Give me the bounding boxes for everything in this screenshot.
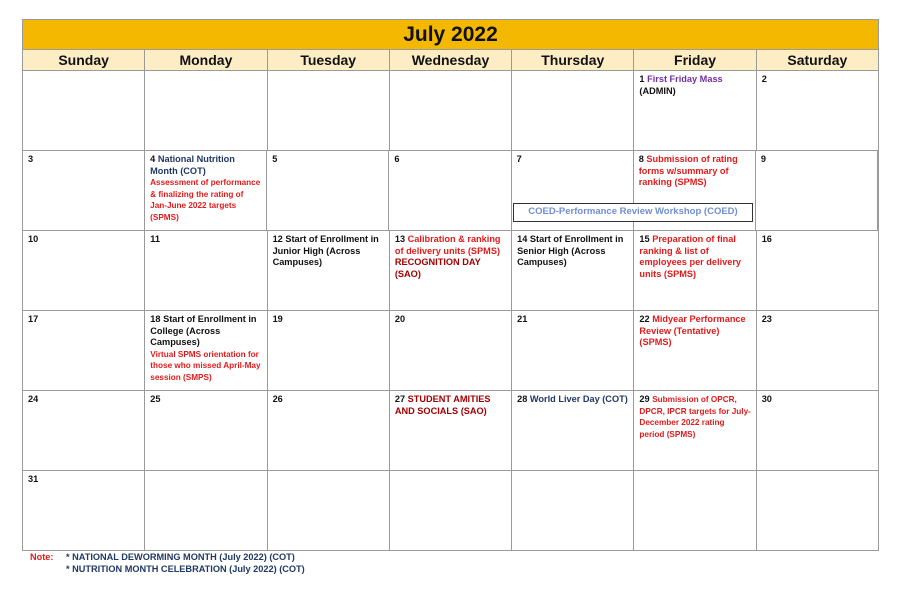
day-cell-1[interactable]	[634, 71, 756, 150]
calendar-grid	[23, 71, 878, 550]
day-cell-11[interactable]	[145, 231, 267, 310]
day-number: 22	[639, 314, 650, 324]
day-number: 17	[28, 314, 39, 324]
day-number: 24	[28, 394, 39, 404]
day-cell-14[interactable]	[512, 231, 634, 310]
day-cell-empty[interactable]	[145, 71, 267, 150]
note-line-2: * NUTRITION MONTH CELEBRATION (July 2022) (COT)	[66, 564, 305, 574]
week-row	[23, 231, 878, 311]
day-cell-20[interactable]	[390, 311, 512, 390]
day-number: 13	[394, 234, 406, 244]
day-number: 16	[761, 234, 772, 244]
dow-thursday: Thursday	[512, 50, 634, 70]
event-text: (ADMIN)	[639, 85, 676, 96]
event-text: Assessment of performance & finalizing the rating of Jan-June 2022 targets (SPMS)	[150, 178, 261, 222]
day-cell-30[interactable]	[757, 391, 878, 470]
day-number: 21	[517, 314, 528, 324]
day-cell-empty[interactable]	[512, 471, 634, 550]
day-cell-27[interactable]	[390, 391, 512, 470]
event-text: World Liver Day (COT)	[529, 394, 628, 404]
day-cell-23[interactable]	[757, 311, 878, 390]
workshop-banner[interactable]: COED-Performance Review Workshop (COED)	[513, 203, 753, 222]
event-text: Preparation of final ranking & list of employees per delivery units (SPMS)	[639, 234, 742, 279]
day-cell-empty[interactable]	[390, 471, 512, 550]
day-cell-22[interactable]	[634, 311, 756, 390]
day-cell-9[interactable]	[756, 151, 878, 230]
day-number: 5	[272, 154, 278, 164]
day-cell-17[interactable]	[23, 311, 145, 390]
week-row	[23, 391, 878, 471]
week-row	[23, 151, 878, 231]
note-line-1: * NATIONAL DEWORMING MONTH (July 2022) (COT)	[66, 552, 295, 562]
calendar-title: July 2022	[23, 20, 878, 50]
day-number: 8	[638, 154, 644, 164]
day-number: 23	[761, 314, 772, 324]
day-number: 4	[150, 154, 156, 164]
day-number: 7	[516, 154, 522, 164]
day-cell-2[interactable]	[757, 71, 878, 150]
day-number: 20	[394, 314, 406, 324]
day-number: 30	[761, 394, 772, 404]
event-text: Start of Enrollment in Junior High (Across Campuses)	[272, 234, 379, 267]
day-cell-13[interactable]	[390, 231, 512, 310]
event-text: First Friday Mass	[647, 74, 723, 84]
day-number: 10	[28, 234, 39, 244]
day-number: 6	[394, 154, 400, 164]
day-cell-6[interactable]	[389, 151, 511, 230]
day-number: 1	[639, 74, 645, 84]
day-cell-24[interactable]	[23, 391, 145, 470]
day-cell-4[interactable]	[145, 151, 267, 230]
day-cell-empty[interactable]	[757, 471, 878, 550]
day-cell-18[interactable]	[145, 311, 267, 390]
day-number: 15	[639, 234, 650, 244]
day-number: 3	[28, 154, 34, 164]
note-label: Note:	[30, 552, 54, 562]
day-cell-12[interactable]	[268, 231, 390, 310]
dow-sunday: Sunday	[23, 50, 145, 70]
day-cell-19[interactable]	[268, 311, 390, 390]
event-text: Virtual SPMS orientation for those who missed April-May session (SMPS)	[150, 349, 261, 382]
day-cell-empty[interactable]	[145, 471, 267, 550]
event-text: Start of Enrollment in College (Across Campuses)	[150, 314, 257, 347]
calendar	[22, 19, 879, 551]
day-cell-empty[interactable]	[634, 471, 756, 550]
day-number: 27	[394, 394, 406, 404]
day-cell-empty[interactable]	[268, 71, 390, 150]
event-text: RECOGNITION DAY (SAO)	[394, 257, 481, 279]
days-of-week-header	[23, 50, 878, 71]
day-number: 29	[639, 394, 650, 404]
event-text: Submission of OPCR, DPCR, IPCR targets for July-December 2022 rating period (SPMS)	[639, 395, 751, 439]
dow-monday: Monday	[145, 50, 267, 70]
day-number: 18	[150, 314, 161, 324]
week-row	[23, 471, 878, 550]
dow-saturday: Saturday	[787, 52, 848, 68]
day-cell-31[interactable]	[23, 471, 145, 550]
event-text: Calibration & ranking of delivery units (SPMS)	[394, 234, 501, 256]
week-row	[23, 71, 878, 151]
day-cell-empty[interactable]	[390, 71, 512, 150]
day-cell-25[interactable]	[145, 391, 267, 470]
day-number: 19	[272, 314, 283, 324]
day-cell-29[interactable]	[634, 391, 756, 470]
day-cell-10[interactable]	[23, 231, 145, 310]
week-row	[23, 311, 878, 391]
day-number: 11	[150, 234, 160, 244]
day-cell-28[interactable]	[512, 391, 634, 470]
event-text: Start of Enrollment in Senior High (Across Campuses)	[517, 234, 624, 267]
note	[30, 551, 305, 575]
day-number: 12	[272, 234, 283, 244]
event-text: Midyear Performance Review (Tentative) (SPMS)	[639, 314, 746, 347]
dow-wednesday: Wednesday	[390, 50, 512, 70]
day-cell-5[interactable]	[267, 151, 389, 230]
event-text: Submission of rating forms w/summary of ranking (SPMS)	[638, 154, 738, 187]
day-number: 9	[760, 154, 766, 164]
day-cell-21[interactable]	[512, 311, 634, 390]
day-cell-16[interactable]	[757, 231, 878, 310]
day-cell-3[interactable]	[23, 151, 145, 230]
day-number: 2	[761, 74, 767, 84]
day-cell-empty[interactable]	[268, 471, 390, 550]
day-number: 25	[150, 394, 161, 404]
day-number: 31	[28, 474, 39, 484]
day-cell-26[interactable]	[268, 391, 390, 470]
dow-tuesday: Tuesday	[268, 50, 390, 70]
day-number: 28	[517, 394, 528, 404]
day-cell-15[interactable]	[634, 231, 756, 310]
day-number: 26	[272, 394, 283, 404]
event-text: National Nutrition Month (COT)	[150, 154, 235, 176]
day-cell-empty[interactable]	[23, 71, 145, 150]
day-number: 14	[517, 234, 528, 244]
day-cell-empty[interactable]	[512, 71, 634, 150]
dow-friday: Friday	[634, 50, 756, 70]
event-text: STUDENT AMITIES AND SOCIALS (SAO)	[394, 394, 491, 416]
